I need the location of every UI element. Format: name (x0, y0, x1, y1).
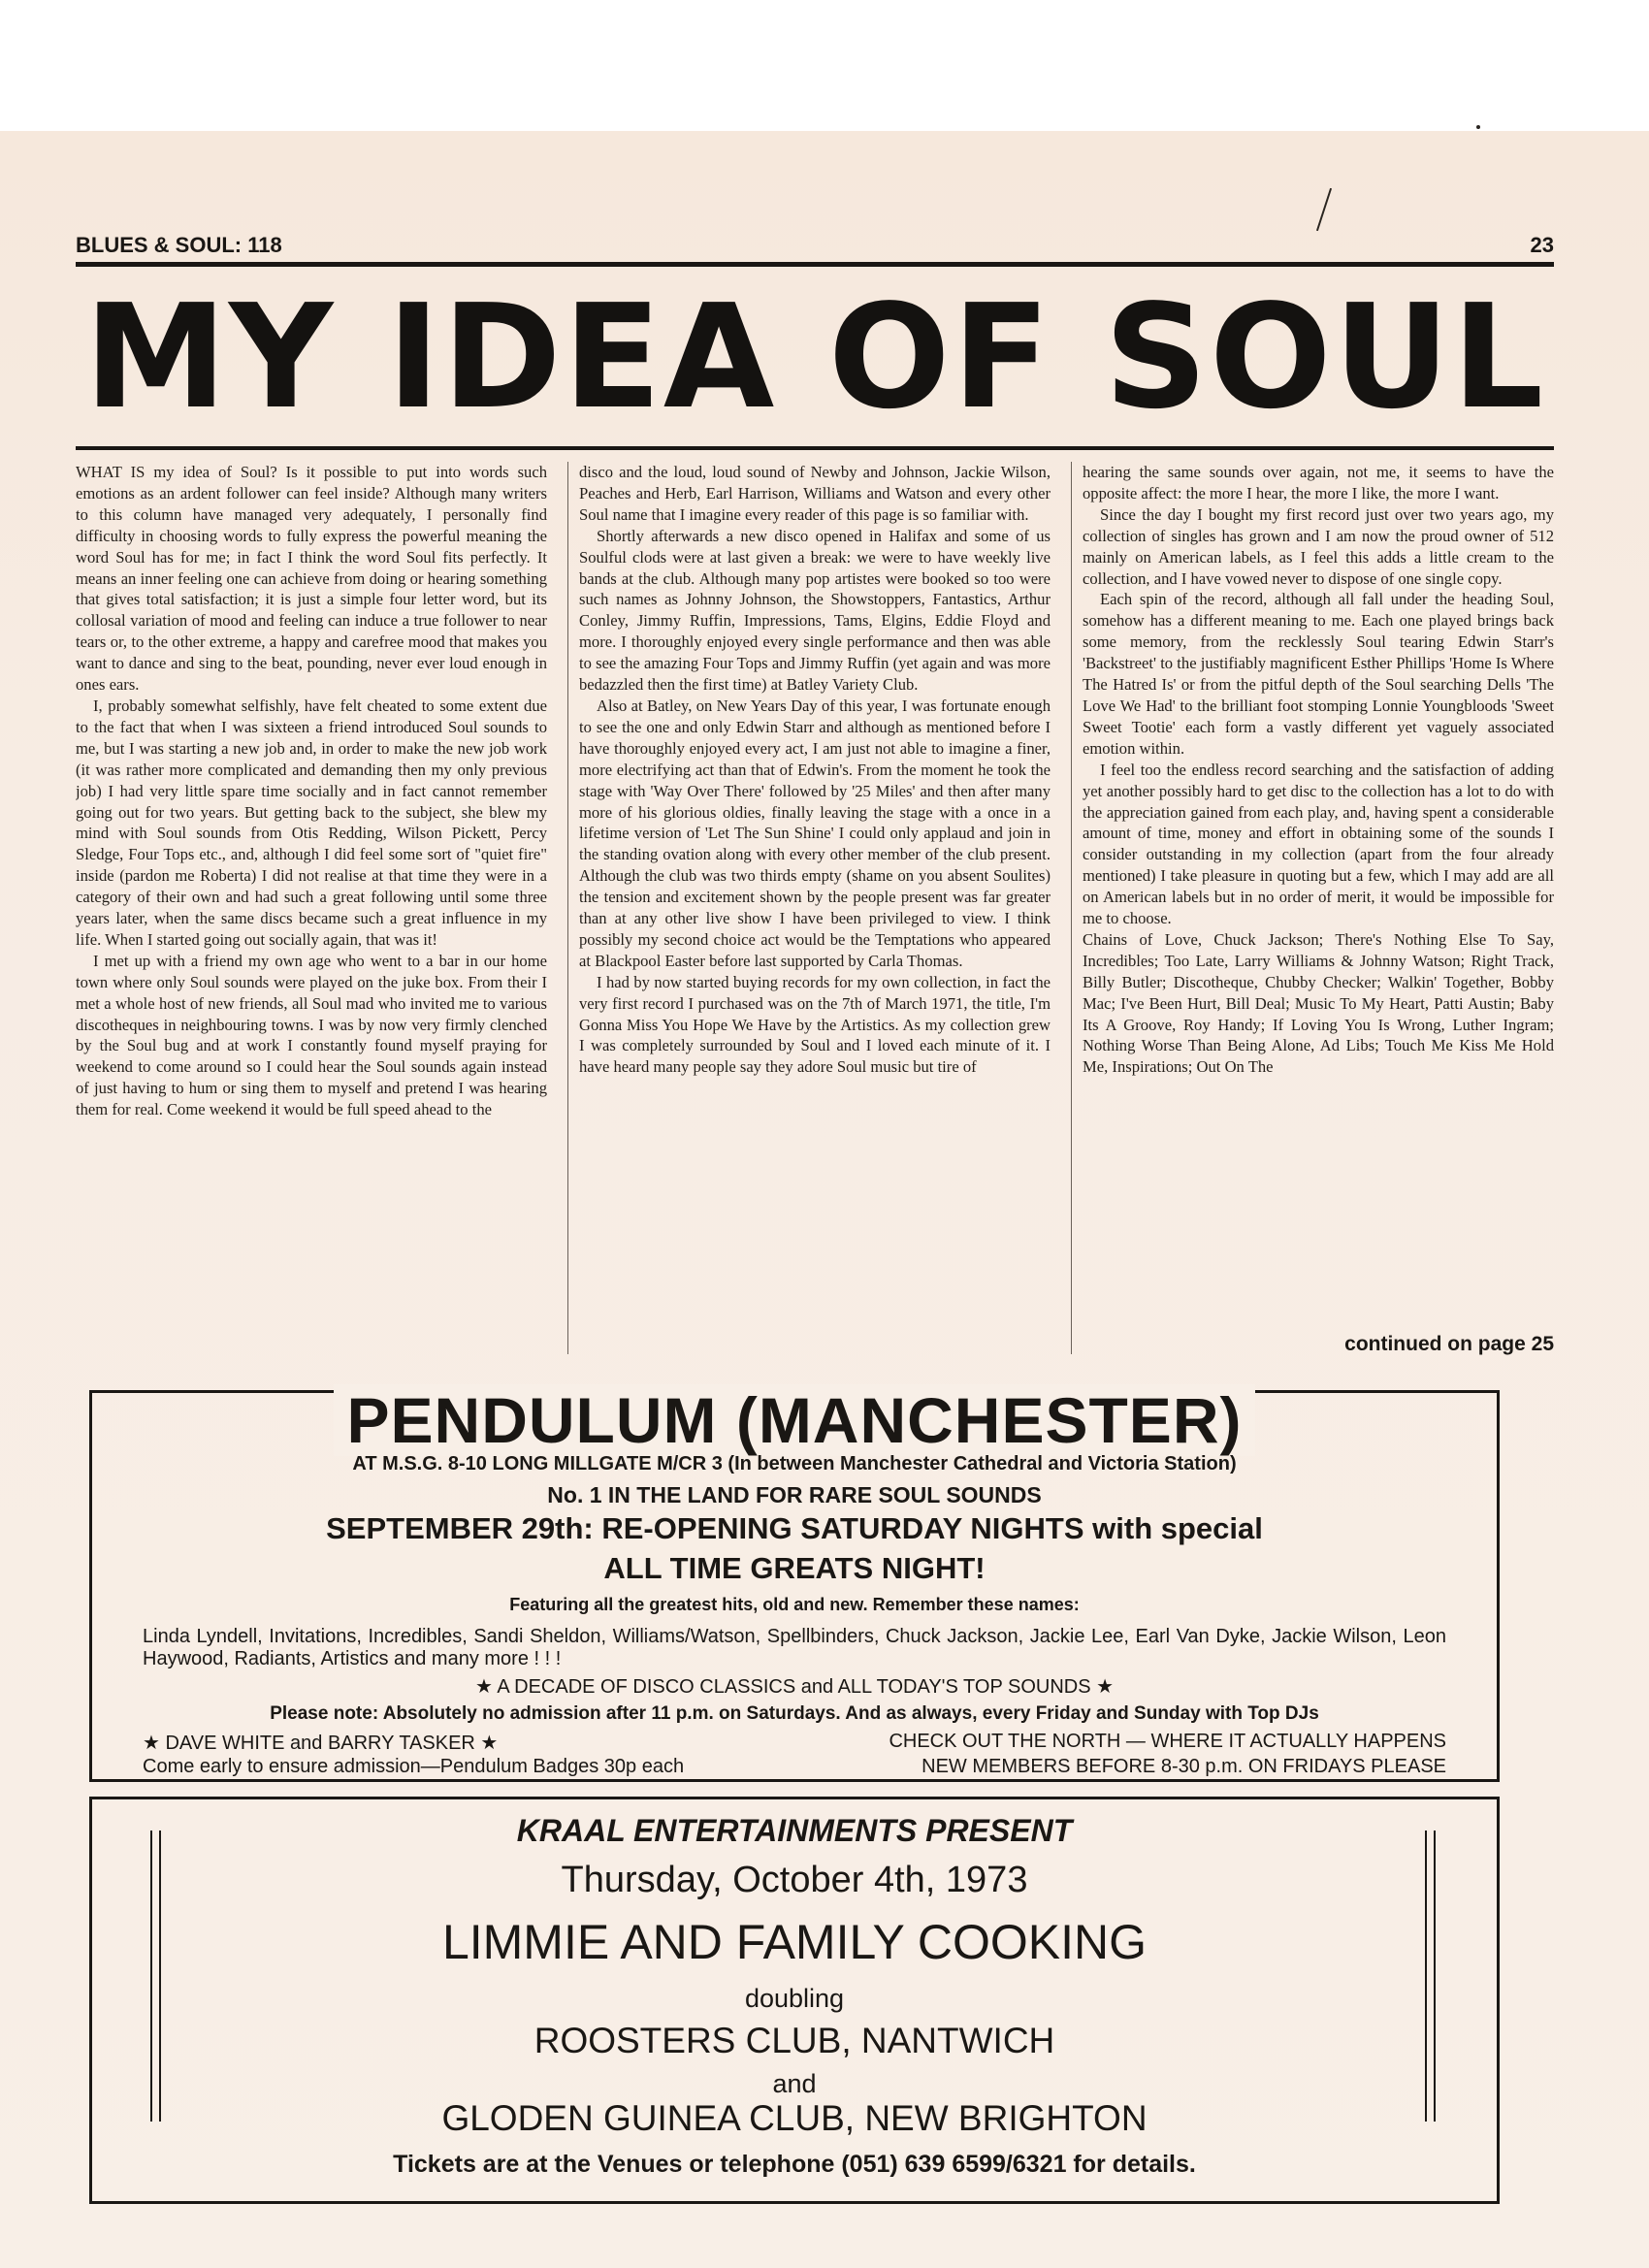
paragraph: I, probably somewhat selfishly, have felt cheated to some extent due to the fact that when I was sixteen a friend introduced Soul sounds to me, but I was starting a new job and, in order to make the new job work (it was rather more complicated and demanding then my only previous job) I had very little spare time socially and in fact cannot remember going out for two years. But getting back to the subject, she blew my mind with Soul sounds from Otis Redding, Wilson Pickett, Percy Sledge, Four Tops etc., and, although I did feel some sort of "quiet fire" inside (pardon me Roberta) I did not realise at that time they were in a category of their own and had such a great following until some three years later, when the same discs became such a great influence in my life. When I started going out socially again, that was it! (76, 696, 547, 949)
paragraph: Chains of Love, Chuck Jackson; There's Nothing Else To Say, Incredibles; Too Late, Larry Williams & Johnny Watson; Right Track, Billy Butler; Discotheque, Chubby Checker; Walkin' Together, Bobby Mac; I've Been Hurt, Bill Deal; Music To My Heart, Patti Austin; Baby Its A Groove, Roy Handy; If Loving You Is Wrong, Luther Ingram; Nothing Worse Than Being Alone, Ad Libs; Touch Me Kiss Me Hold Me, Inspirations; Out On The (1083, 929, 1554, 1077)
header-rule (76, 262, 1554, 267)
article-column-2 (579, 462, 1051, 1354)
advert-venue-1: ROOSTERS CLUB, NANTWICH (534, 2021, 1055, 2060)
advert-and: and (772, 2069, 817, 2098)
kraal-advert (89, 1797, 1500, 2204)
advert-act: LIMMIE AND FAMILY COOKING (441, 1915, 1148, 1969)
paragraph: Also at Batley, on New Years Day of this year, I was fortunate enough to see the one and only Edwin Starr and although as mentioned before I have thoroughly enjoyed every act, I am just not able to imagine a finer, more electrifying act than that of Edwin's. From the moment he took the stage with 'Way Over There' followed by '25 Miles' and then after many more of his glorious oldies, finally leaving the stage with a once in a lifetime version of 'Let The Sun Shine' I could only applaud and join in the standing ovation along with every other member of the club present. Although the club was two thirds empty (shame on you absent Soulites) the tension and excitement shown by the people present was far greater than at any other live show I have been privileged to view. I think possibly my second choice act would be the Temptations who appeared at Blackpool Easter before last supported by Carla Thomas. (579, 696, 1051, 970)
headline-rule (76, 446, 1554, 450)
paragraph: I feel too the endless record searching and the satisfaction of adding yet another possibly hard to get disc to the collection has a lot to do with the appreciation gained from each play, and, having spent a considerable amount of time, money and effort in obtaining some of the sounds I consider outstanding in my collection (apart from the four already mentioned) I take pleasure in quoting but a few, which I may add are all on American labels but in no order of merit, it would be impossible for me to choose. (1083, 760, 1554, 928)
article-body (76, 462, 1554, 1354)
paragraph: I met up with a friend my own age who went to a bar in our home town where only Soul sounds were played on the juke box. From their I met a whole host of new friends, all Soul mad who invited me to various discotheques in neighbouring towns. I was by now very firmly clenched by the Soul bug and at work I constantly found myself praying for weekend to come around so I could hear the Soul sounds again instead of just having to hum or sing them to myself and pretend I was hearing them for real. Come weekend it would be full speed ahead to the (76, 951, 547, 1119)
paragraph: hearing the same sounds over again, not me, it seems to have the opposite affect: the more I hear, the more I like, the more I want. (1083, 463, 1554, 502)
advert-reopening: SEPTEMBER 29th: RE-OPENING SATURDAY NIGHTS with special (326, 1511, 1263, 1545)
advert-note: Please note: Absolutely no admission after 11 p.m. on Saturdays. And as always, every Friday and Sunday with Top DJs (270, 1703, 1319, 1724)
advert-address: AT M.S.G. 8-10 LONG MILLGATE M/CR 3 (In between Manchester Cathedral and Victoria Station) (352, 1453, 1237, 1474)
advert-artist-names: Linda Lyndell, Invitations, Incredibles, Sandi Sheldon, Williams/Watson, Spellbinders, Chuck Jackson, Jackie Lee, Earl Van Dyke, Jackie Wilson, Leon Haywood, Radiants, Artistics and many more ! ! ! (143, 1626, 1446, 1669)
paragraph: Since the day I bought my first record just over two years ago, my collection of singles has grown and I am now the proud owner of 512 mainly on American labels, as I feel this adds a little cream to the collection, and I have vowed never to dispose of one single copy. (1083, 504, 1554, 588)
advert-venue-2: GLODEN GUINEA CLUB, NEW BRIGHTON (441, 2098, 1148, 2138)
advert-members: NEW MEMBERS BEFORE 8-30 p.m. ON FRIDAYS PLEASE (922, 1756, 1446, 1777)
advert-greats: ALL TIME GREATS NIGHT! (603, 1551, 986, 1585)
column-divider (1071, 462, 1072, 1354)
advert-featuring: Featuring all the greatest hits, old and new. Remember these names: (509, 1595, 1080, 1614)
page-number: 23 (1530, 233, 1554, 257)
advert-presenter: KRAAL ENTERTAINMENTS PRESENT (516, 1813, 1073, 1848)
advert-north: CHECK OUT THE NORTH — WHERE IT ACTUALLY HAPPENS (889, 1731, 1446, 1752)
advert-tickets: Tickets are at the Venues or telephone (051) 639 6599/6321 for details. (393, 2151, 1196, 2178)
article-column-1 (76, 462, 547, 1354)
speck (1476, 125, 1480, 129)
column-divider (567, 462, 568, 1354)
continued-note: continued on page 25 (1344, 1333, 1554, 1355)
publication-label: BLUES & SOUL: 118 (76, 233, 282, 257)
paragraph: WHAT IS my idea of Soul? Is it possible to put into words such emotions as an ardent follower can feel inside? Although many writers to this column have managed very adequately, I personally find difficulty in choosing words to fully express the powerful meaning the word Soul has for me; in fact I think the word Soul fits perfectly. It means an inner feeling one can achieve from doing or hearing something that gives total satisfaction; it is just a simple four letter word, but its collosal variation of mood and feeling can induce a true follower to near tears or, to the other extreme, a happy and carefree mood that makes you want to dance and sing to the beat, pounding, never ever loud enough in ones ears. (76, 463, 547, 695)
advert-dj-row (143, 1731, 1446, 1755)
advert-title: PENDULUM (MANCHESTER) (92, 1383, 1497, 1457)
paragraph: I had by now started buying records for my own collection, in fact the very first record I purchased was on the 7th of March 1971, the title, I'm Gonna Miss You Hope We Have by the Artistics. As my collection grew I was completely surrounded by Soul and I loved each minute of it. I have heard many people say they adore Soul music but tire of (579, 972, 1051, 1077)
headline: MY IDEA OF SOUL (83, 274, 1546, 440)
advert-admission-row (143, 1756, 1446, 1778)
advert-doubling: doubling (744, 1984, 845, 2013)
paragraph: Shortly afterwards a new disco opened in Halifax and some of us Soulful clods were at last given a break: we were to have weekly live bands at the club. Although many pop artistes were booked so too were such names as Johnny Johnson, the Showstoppers, Fantastics, Arthur Conley, Jimmy Ruffin, Impressions, Tams, Elgins, Eddie Floyd and more. I thoroughly enjoyed every single performance and then was able to see the amazing Four Tops and Jimmy Ruffin (yet again and was more bedazzled then the first time) at Batley Variety Club. (579, 526, 1051, 695)
paragraph: disco and the loud, loud sound of Newby and Johnson, Jackie Wilson, Peaches and Herb, Earl Harrison, Williams and Watson and every other Soul name that I imagine every reader of this page is so familiar with. (579, 463, 1051, 524)
advert-decade: ★ A DECADE OF DISCO CLASSICS and ALL TODAY'S TOP SOUNDS ★ (474, 1676, 1115, 1698)
advert-early: Come early to ensure admission—Pendulum Badges 30p each (143, 1756, 685, 1777)
advert-djs: ★ DAVE WHITE and BARRY TASKER ★ (143, 1733, 499, 1754)
article-column-3 (1083, 462, 1554, 1354)
advert-date: Thursday, October 4th, 1973 (561, 1860, 1028, 1900)
paragraph: Each spin of the record, although all fall under the heading Soul, somehow has a different meaning to me. Each one played brings back some memory, from the recklessly Soul tearing Edwin Starr's 'Backstreet' to the justifiably magnificent Esther Phillips 'Home Is Where The Hatred Is' or from the pitful depth of the Soul searching Dells 'The Love We Had' to the brilliant foot stomping Lonnie Youngbloods 'Sweet Sweet Tootie' each form a vastly different yet vaguely associated emotion within. (1083, 590, 1554, 758)
advert-tagline: No. 1 IN THE LAND FOR RARE SOUL SOUNDS (547, 1482, 1042, 1507)
pendulum-advert (89, 1384, 1500, 1782)
